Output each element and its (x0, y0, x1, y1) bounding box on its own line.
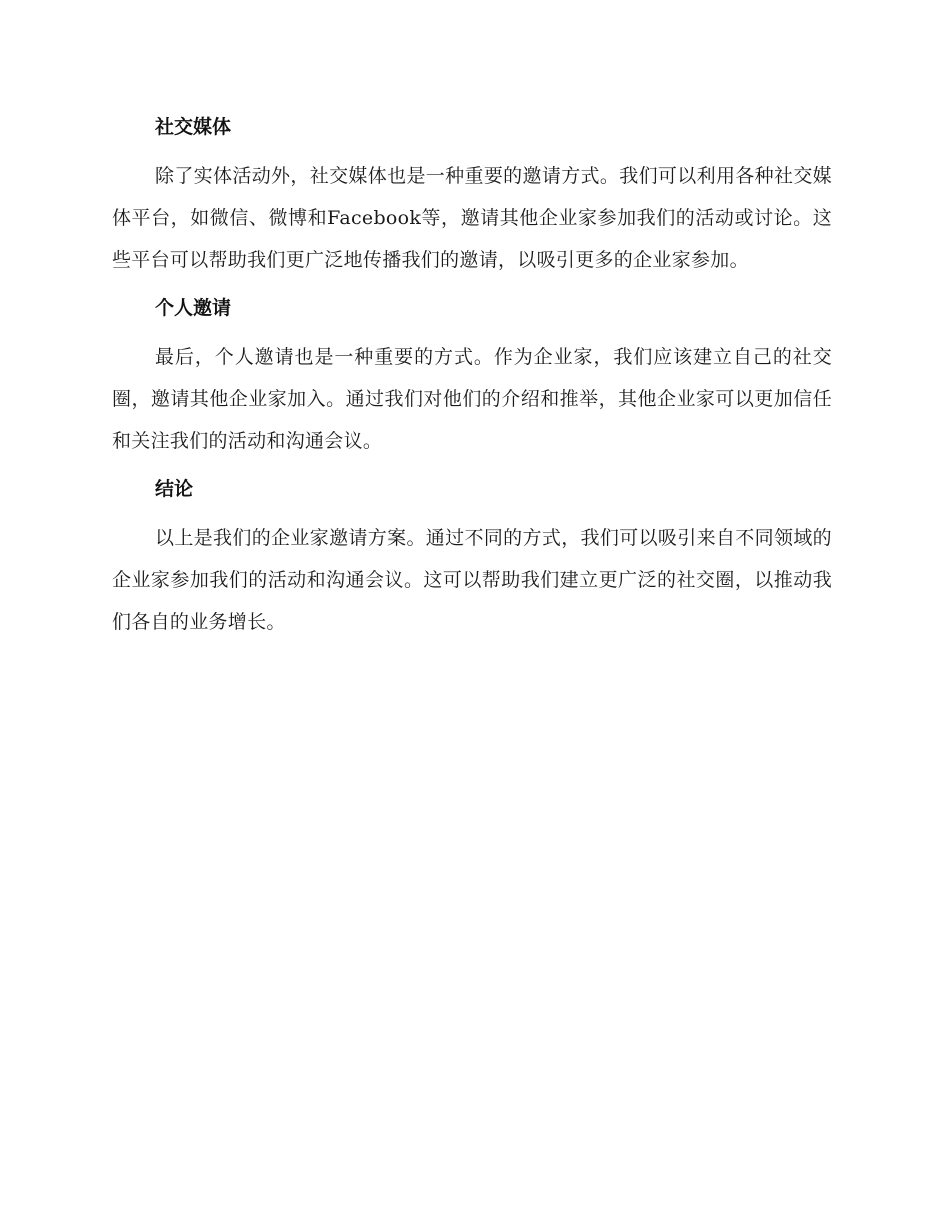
section-heading: 个人邀请 (155, 297, 232, 319)
section-heading: 社交媒体 (155, 116, 232, 138)
section-paragraph: 以上是我们的企业家邀请方案。通过不同的方式，我们可以吸引来自不同领域的企业家参加我们的活动和沟通会议。这可以帮助我们建立更广泛的社交圈，以推动我们各自的业务增长。 (112, 527, 832, 633)
section-social-media (112, 108, 832, 281)
document-page (112, 108, 832, 651)
section-heading: 结论 (155, 478, 194, 500)
section-paragraph: 除了实体活动外，社交媒体也是一种重要的邀请方式。我们可以利用各种社交媒体平台，如微信、微博和Facebook等，邀请其他企业家参加我们的活动或讨论。这些平台可以帮助我们更广泛地传播我们的邀请，以吸引更多的企业家参加。 (112, 165, 832, 271)
section-paragraph: 最后，个人邀请也是一种重要的方式。作为企业家，我们应该建立自己的社交圈，邀请其他企业家加入。通过我们对他们的介绍和推举，其他企业家可以更加信任和关注我们的活动和沟通会议。 (112, 346, 832, 452)
section-conclusion (112, 470, 832, 643)
section-personal-invitation (112, 289, 832, 462)
